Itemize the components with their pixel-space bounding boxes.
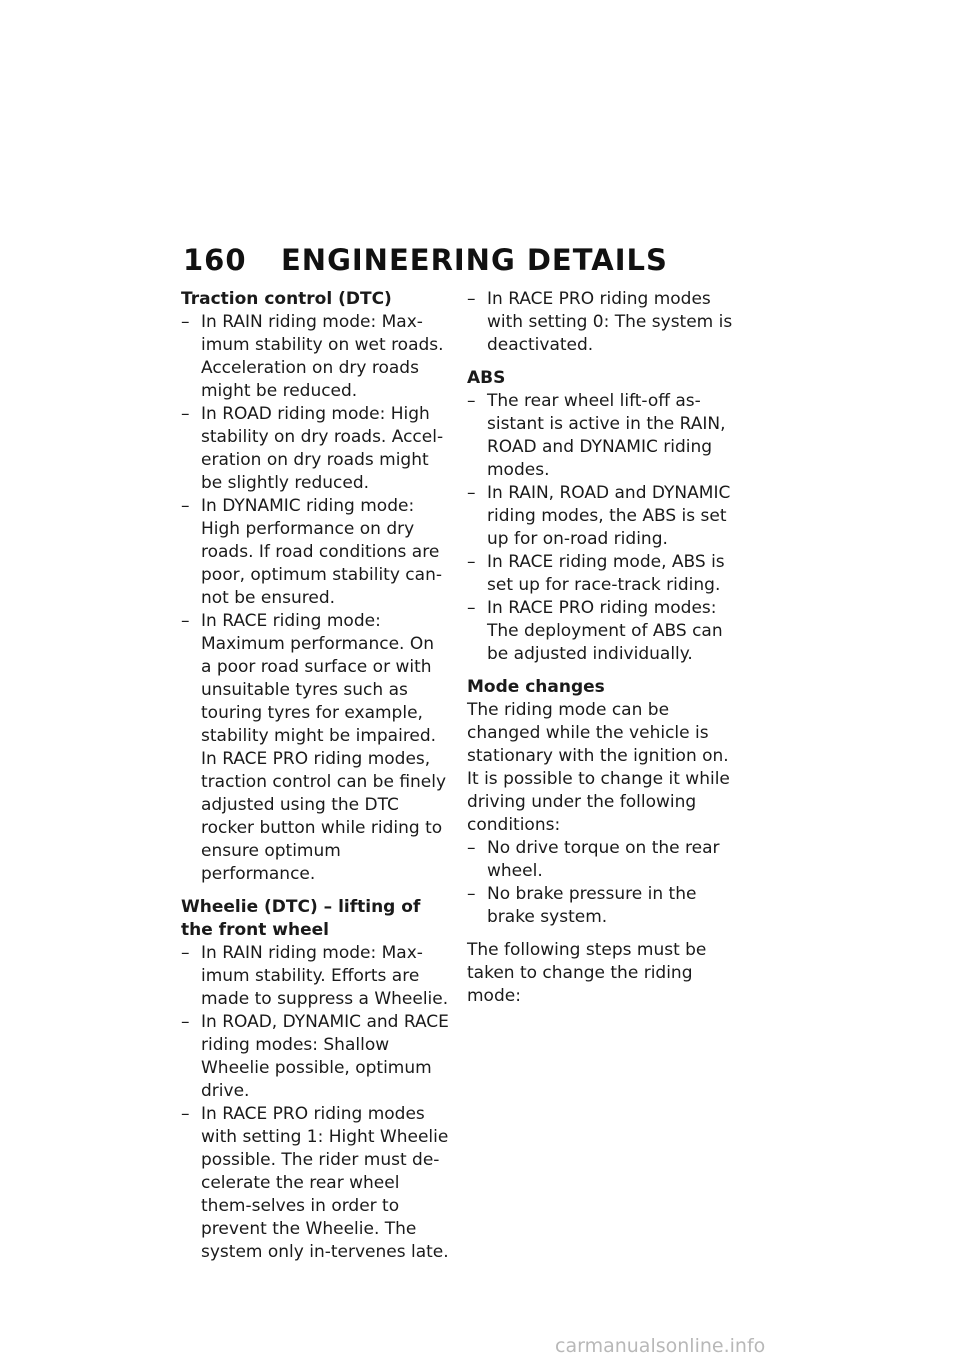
dash-mark: – xyxy=(181,1012,190,1032)
list-item: – In RACE riding mode: Maximum performance. On a poor road surface or with unsuitable tyres such as touring tyres for example, stability might be impaired. xyxy=(181,611,437,746)
dash-mark: – xyxy=(181,404,190,424)
dash-mark: – xyxy=(467,391,476,411)
watermark: carmanualsonline.info xyxy=(555,1335,766,1357)
list-item: – In RACE PRO riding modes with setting 0: The system is deactivated. xyxy=(467,289,733,355)
left-column xyxy=(181,288,449,1264)
list-item: – No drive torque on the rear wheel. xyxy=(467,838,720,881)
steps-paragraph: The following steps must be taken to change the riding mode: xyxy=(467,940,707,1006)
mode-conditions-list xyxy=(467,837,735,929)
list-item: – In ROAD riding mode: High stability on dry roads. Accel-eration on dry roads might be slightly reduced. xyxy=(181,404,444,493)
dash-mark: – xyxy=(467,483,476,503)
wheelie-list-continued xyxy=(467,288,735,357)
wheelie-heading: Wheelie (DTC) – lifting of the front wheel xyxy=(181,897,421,940)
dash-mark: – xyxy=(181,611,190,631)
list-item: – In RAIN riding mode: Max-imum stability on wet roads. Acceleration on dry roads might be reduced. xyxy=(181,312,444,401)
dash-mark: – xyxy=(467,552,476,572)
traction-control-heading: Traction control (DTC) xyxy=(181,289,392,309)
list-item: – In RACE riding mode, ABS is set up for race-track riding. xyxy=(467,552,725,595)
dash-mark: – xyxy=(181,312,190,332)
abs-list xyxy=(467,390,735,666)
wheelie-list xyxy=(181,942,449,1264)
right-column xyxy=(467,288,735,1008)
mode-changes-paragraph: The riding mode can be changed while the vehicle is stationary with the ignition on. It is possible to change it while driving under the following conditions: xyxy=(467,700,730,835)
page-number: 160 xyxy=(183,243,247,277)
page-header xyxy=(183,243,668,277)
list-item: – In DYNAMIC riding mode: High performance on dry roads. If road conditions are poor, optimum stability can-not be ensured. xyxy=(181,496,442,608)
list-item: – In RAIN riding mode: Max-imum stability. Efforts are made to suppress a Wheelie. xyxy=(181,943,449,1009)
dash-mark: – xyxy=(467,289,476,309)
list-item: – The rear wheel lift-off as-sistant is active in the RAIN, ROAD and DYNAMIC riding modes. xyxy=(467,391,726,480)
abs-heading: ABS xyxy=(467,368,506,388)
dash-mark: – xyxy=(181,1104,190,1124)
list-item-continuation: In RACE PRO riding modes, traction control can be finely adjusted using the DTC rocker button while riding to ensure optimum performance. xyxy=(201,749,447,884)
list-item: – In RAIN, ROAD and DYNAMIC riding modes, the ABS is set up for on-road riding. xyxy=(467,483,731,549)
dash-mark: – xyxy=(467,884,476,904)
list-item: – In ROAD, DYNAMIC and RACE riding modes: Shallow Wheelie possible, optimum drive. xyxy=(181,1012,449,1101)
traction-control-list xyxy=(181,311,449,886)
dash-mark: – xyxy=(181,496,190,516)
dash-mark: – xyxy=(467,598,476,618)
mode-changes-heading: Mode changes xyxy=(467,677,605,697)
list-item: – In RACE PRO riding modes with setting 1: Hight Wheelie possible. The rider must de-celerate the rear wheel them-selves in order to prevent the Wheelie. The system only in-tervenes late. xyxy=(181,1104,449,1262)
page-title: ENGINEERING DETAILS xyxy=(281,243,668,277)
dash-mark: – xyxy=(181,943,190,963)
list-item: – No brake pressure in the brake system. xyxy=(467,884,697,927)
dash-mark: – xyxy=(467,838,476,858)
list-item: – In RACE PRO riding modes: The deployment of ABS can be adjusted individually. xyxy=(467,598,723,664)
